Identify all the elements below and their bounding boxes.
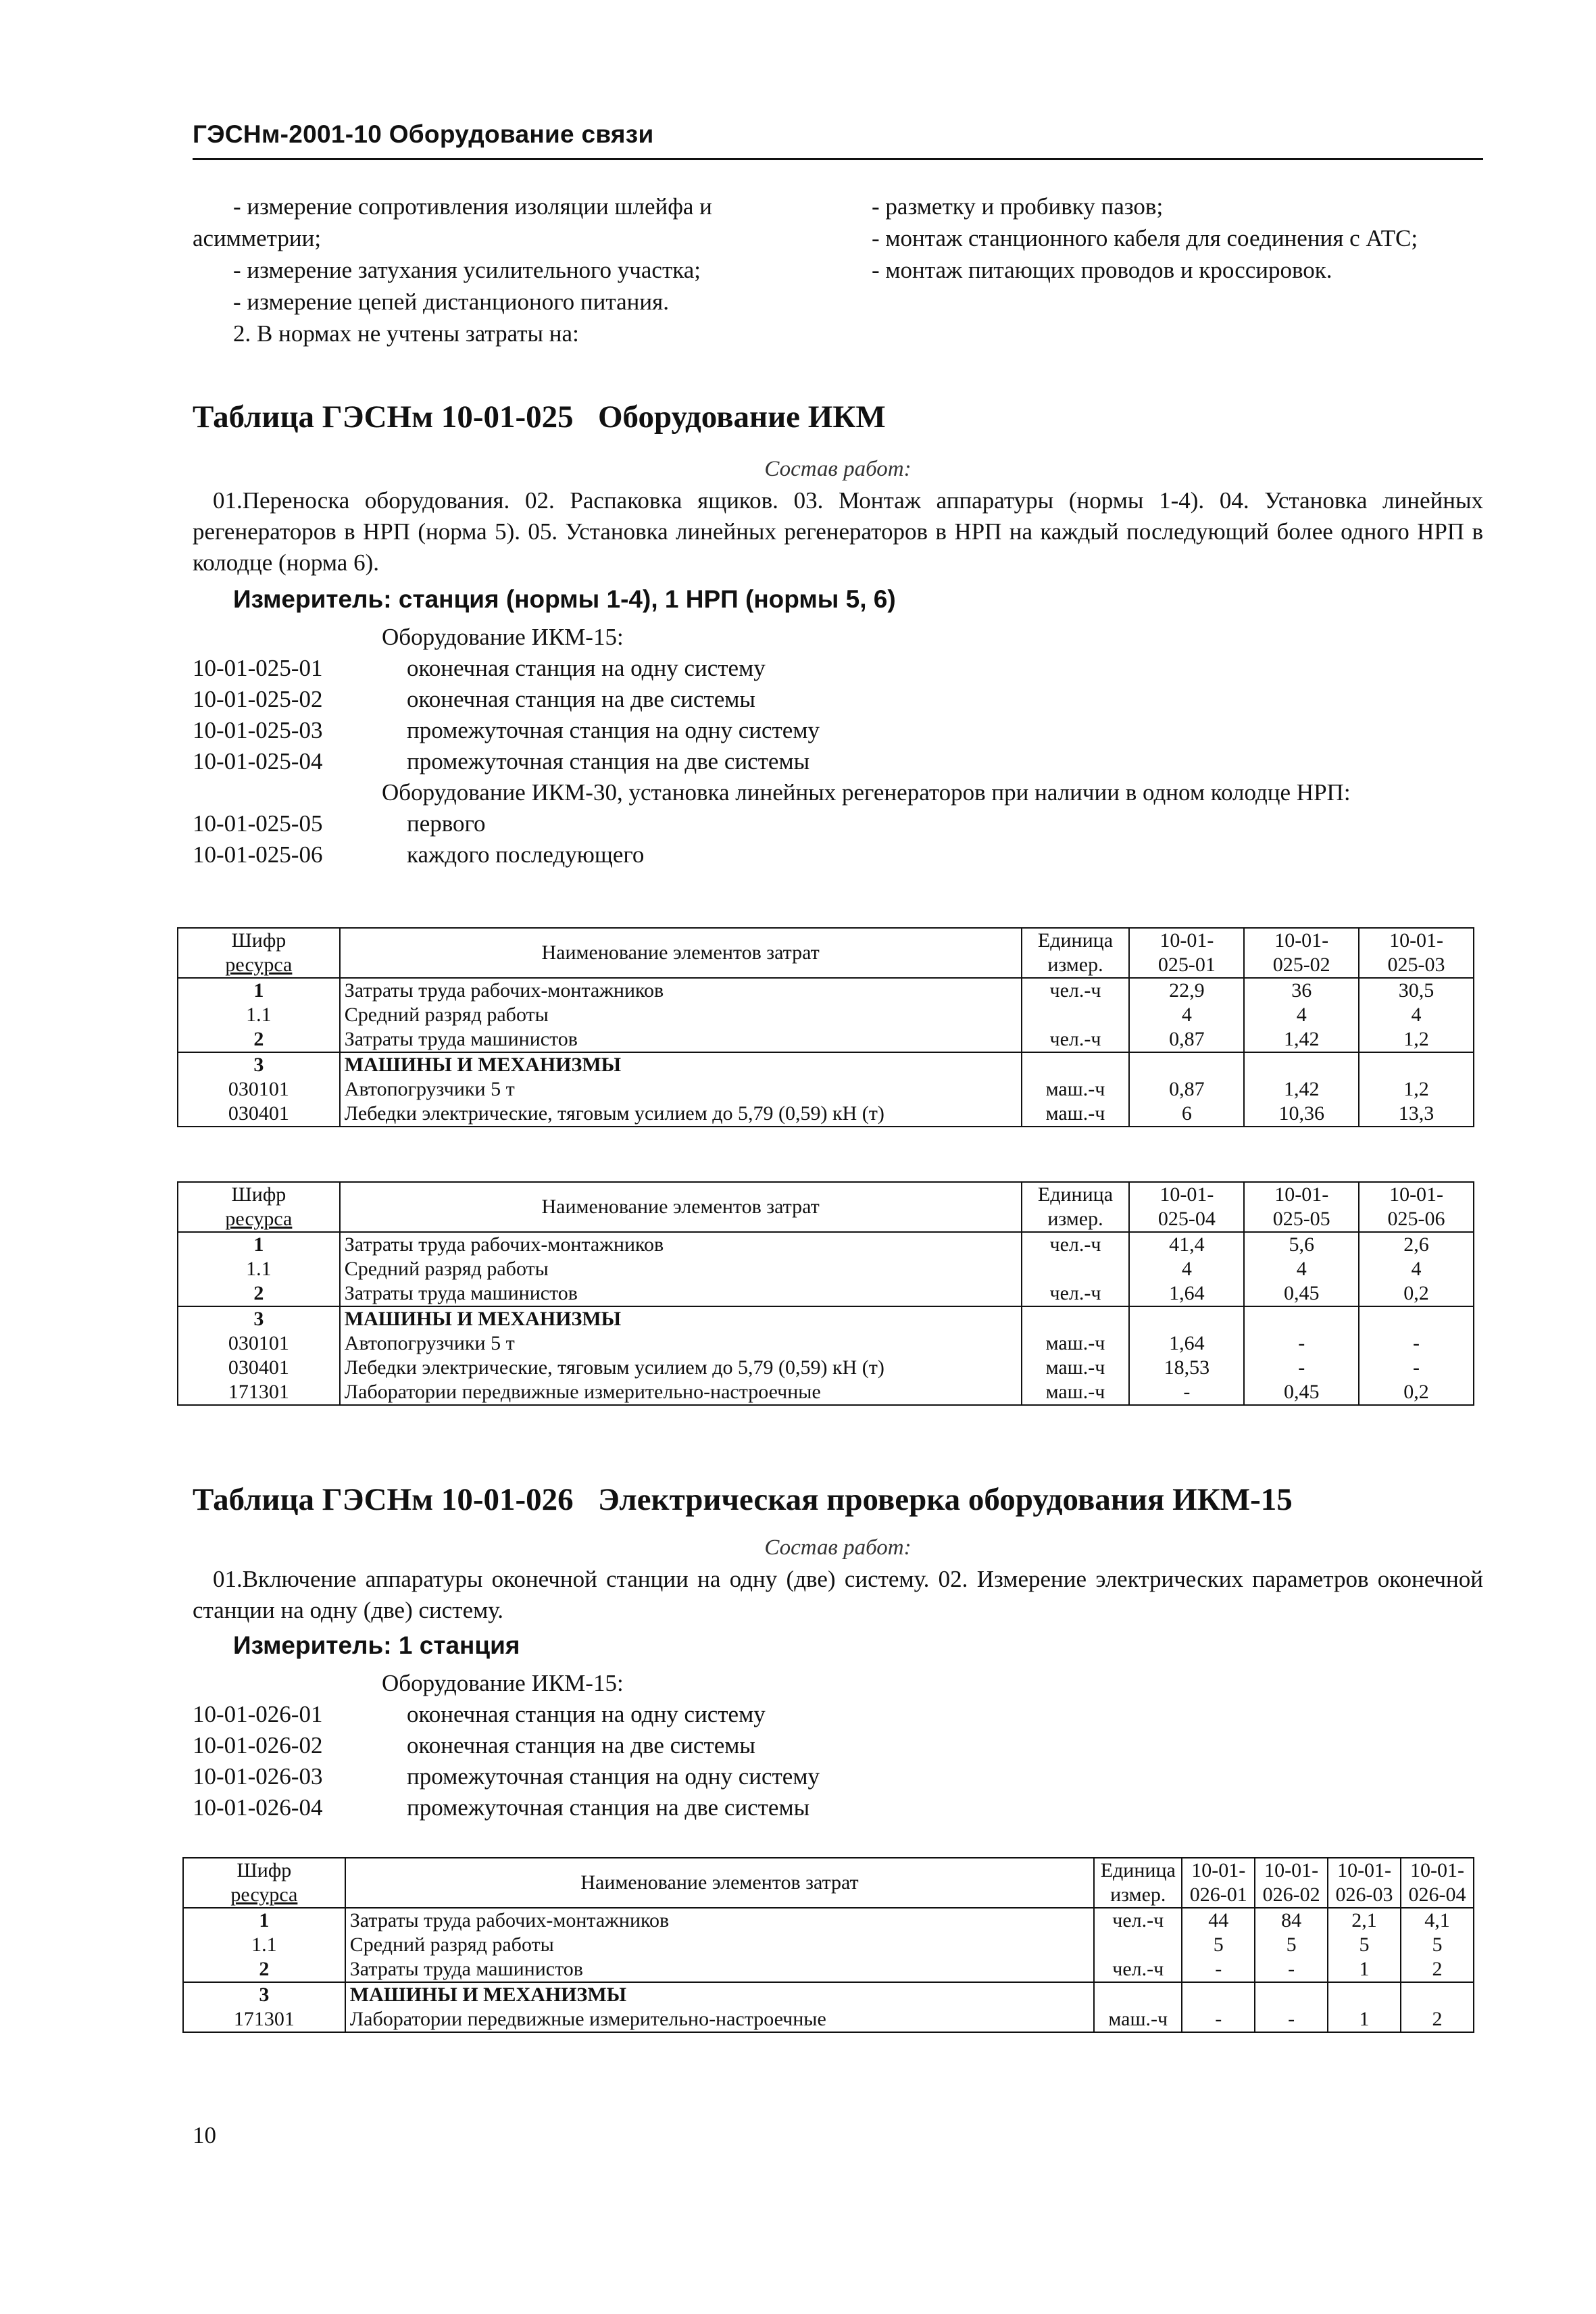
intro-left-item: 2. В нормах не учтены затраты на:	[233, 320, 579, 347]
norm-name: оконечная станция на две системы	[407, 1732, 755, 1758]
cell-name: МАШИНЫ И МЕХАНИЗМЫ	[340, 1052, 1022, 1077]
cell-value: 0,87	[1129, 1077, 1244, 1102]
cell-unit: чел.-ч	[1022, 1232, 1130, 1257]
norm-code: 10-01-025-06	[193, 841, 323, 868]
page-number: 10	[193, 2122, 216, 2148]
header-text: Шифр	[236, 1859, 292, 1881]
header-text: 025-01	[1157, 954, 1216, 976]
section-title	[193, 399, 886, 435]
header-text: 10-01-	[1159, 929, 1214, 952]
header-text: Единица	[1100, 1859, 1176, 1881]
measure-unit: Измеритель: станция (нормы 1-4), 1 НРП (нормы 5, 6)	[233, 585, 896, 613]
cell-value: 5	[1182, 1933, 1255, 1957]
cell-name: Лаборатории передвижные измерительно-настроечные	[340, 1380, 1022, 1405]
cell-value: 1,42	[1244, 1077, 1359, 1102]
cell-value: 1	[1328, 1957, 1401, 1982]
table-row	[178, 1356, 1474, 1380]
norm-name: промежуточная станция на две системы	[407, 748, 810, 774]
intro-right-item: - разметку и пробивку пазов;	[872, 193, 1164, 220]
norm-name: промежуточная станция на одну систему	[407, 717, 820, 743]
cell-unit: маш.-ч	[1094, 2007, 1182, 2032]
header-text: измер.	[1110, 1884, 1166, 1906]
section-name: Оборудование ИКМ	[598, 399, 886, 435]
cell-value: 4	[1359, 1003, 1474, 1027]
cell-name: Затраты труда машинистов	[345, 1957, 1094, 1982]
header-text: 026-01	[1189, 1884, 1247, 1906]
table-header-row	[183, 1858, 1474, 1908]
cell-unit	[1022, 1257, 1130, 1281]
header-text: 026-04	[1408, 1884, 1466, 1906]
cell-unit: маш.-ч	[1022, 1380, 1130, 1405]
column-header-name: Наименование элементов затрат	[340, 928, 1022, 978]
column-header-norm	[1328, 1858, 1401, 1908]
cell-code: 3	[178, 1052, 340, 1077]
cell-value: 1,64	[1129, 1281, 1244, 1306]
header-text: 026-02	[1262, 1884, 1320, 1906]
cell-unit: чел.-ч	[1022, 1281, 1130, 1306]
cell-unit	[1022, 1306, 1130, 1331]
cell-name: МАШИНЫ И МЕХАНИЗМЫ	[345, 1982, 1094, 2007]
intro-right-column	[831, 191, 1483, 286]
header-text: 025-03	[1387, 954, 1445, 976]
cell-name: Затраты труда рабочих-монтажников	[345, 1908, 1094, 1933]
header-text: ресурса	[230, 1884, 298, 1906]
measure-unit: Измеритель: 1 станция	[233, 1631, 520, 1659]
cell-code: 171301	[178, 1380, 340, 1405]
cell-value: 22,9	[1129, 978, 1244, 1003]
table-row	[178, 1052, 1474, 1077]
cell-value: 4	[1244, 1257, 1359, 1281]
cell-value: 4	[1129, 1257, 1244, 1281]
column-header-norm	[1129, 1182, 1244, 1232]
table-row	[178, 1102, 1474, 1127]
section-code: Таблица ГЭСНм 10-01-025	[193, 399, 574, 435]
cell-value: -	[1359, 1356, 1474, 1380]
cell-value: 1,2	[1359, 1027, 1474, 1052]
equipment-list	[193, 1668, 1483, 1823]
column-header-norm	[1359, 928, 1474, 978]
header-text: 10-01-	[1410, 1859, 1464, 1881]
cell-value: 2,1	[1328, 1908, 1401, 1933]
norm-table	[177, 1181, 1474, 1406]
table-row	[178, 1003, 1474, 1027]
cell-unit: чел.-ч	[1094, 1957, 1182, 1982]
cell-code: 171301	[183, 2007, 345, 2032]
cell-value: 6	[1129, 1102, 1244, 1127]
table-row	[183, 1933, 1474, 1957]
cell-name: Средний разряд работы	[340, 1003, 1022, 1027]
cell-value: 2,6	[1359, 1232, 1474, 1257]
cell-value: 4	[1244, 1003, 1359, 1027]
header-text: Единица	[1037, 1183, 1114, 1206]
norm-code: 10-01-026-02	[193, 1732, 323, 1758]
column-header-norm	[1182, 1858, 1255, 1908]
table-row	[183, 1908, 1474, 1933]
equipment-group: Оборудование ИКМ-30, установка линейных регенераторов при наличии в одном колодце НРП:	[382, 779, 1351, 806]
cell-value: 10,36	[1244, 1102, 1359, 1127]
norm-code: 10-01-025-04	[193, 748, 323, 774]
cell-code: 3	[178, 1306, 340, 1331]
cell-name: Затраты труда машинистов	[340, 1027, 1022, 1052]
column-header-norm	[1401, 1858, 1474, 1908]
header-text: Шифр	[231, 1183, 286, 1206]
column-header-unit	[1022, 928, 1130, 978]
cell-unit: маш.-ч	[1022, 1331, 1130, 1356]
header-text: 025-05	[1272, 1208, 1330, 1230]
column-header-norm	[1255, 1858, 1328, 1908]
cell-value: 4	[1359, 1257, 1474, 1281]
cell-value: -	[1182, 1957, 1255, 1982]
cell-code: 030401	[178, 1102, 340, 1127]
cell-value: 13,3	[1359, 1102, 1474, 1127]
cell-value: -	[1359, 1331, 1474, 1356]
cell-value	[1129, 1306, 1244, 1331]
norm-name: промежуточная станция на одну систему	[407, 1763, 820, 1790]
table-header-row	[178, 1182, 1474, 1232]
norm-table	[182, 1857, 1474, 2033]
cell-value: 2	[1401, 2007, 1474, 2032]
header-text: 10-01-	[1389, 1183, 1444, 1206]
cell-code: 030101	[178, 1331, 340, 1356]
table-row	[183, 1982, 1474, 2007]
cell-name: Затраты труда машинистов	[340, 1281, 1022, 1306]
header-text: 025-02	[1272, 954, 1330, 976]
cell-code: 1.1	[183, 1933, 345, 1957]
cell-value	[1401, 1982, 1474, 2007]
column-header-norm	[1129, 928, 1244, 978]
table-row	[178, 1380, 1474, 1405]
norm-code: 10-01-025-03	[193, 717, 323, 743]
cell-value: -	[1255, 1957, 1328, 1982]
list-item	[193, 1792, 1483, 1823]
column-header-shifr	[178, 1182, 340, 1232]
header-text: 10-01-	[1264, 1859, 1319, 1881]
cell-unit: маш.-ч	[1022, 1356, 1130, 1380]
cell-value: 1,64	[1129, 1331, 1244, 1356]
works-description	[193, 485, 1483, 578]
cell-unit: чел.-ч	[1022, 1027, 1130, 1052]
header-text: 025-06	[1387, 1208, 1445, 1230]
table-row	[178, 1232, 1474, 1257]
table-row	[178, 1077, 1474, 1102]
header-text: 025-04	[1157, 1208, 1216, 1230]
intro-right-item: - монтаж станционного кабеля для соединения с АТС;	[872, 225, 1418, 251]
cell-code: 030101	[178, 1077, 340, 1102]
norm-code: 10-01-026-01	[193, 1701, 323, 1727]
norm-name: промежуточная станция на две системы	[407, 1794, 810, 1821]
list-item	[193, 808, 1483, 839]
cell-unit: маш.-ч	[1022, 1077, 1130, 1102]
works-text: 01.Переноска оборудования. 02. Распаковка ящиков. 03. Монтаж аппаратуры (нормы 1-4). 04. Установка линейных регенераторов в НРП (норма 5). 05. Установка линейных регенераторов в НРП на каждый последующий более одного НРП в колодце (норма 6).	[193, 487, 1483, 576]
works-description	[193, 1564, 1483, 1626]
cell-value: 4,1	[1401, 1908, 1474, 1933]
equipment-group: Оборудование ИКМ-15:	[382, 1670, 624, 1696]
header-text: ресурса	[225, 954, 293, 976]
cell-name: Средний разряд работы	[345, 1933, 1094, 1957]
cell-value: 41,4	[1129, 1232, 1244, 1257]
header-text: измер.	[1047, 1208, 1103, 1230]
table-row	[178, 1306, 1474, 1331]
norm-name: оконечная станция на одну систему	[407, 1701, 766, 1727]
header-text: 10-01-	[1191, 1859, 1246, 1881]
header-text: 10-01-	[1274, 929, 1329, 952]
cell-code: 1	[178, 1232, 340, 1257]
norm-code: 10-01-026-03	[193, 1763, 323, 1790]
list-item	[193, 1699, 1483, 1730]
cell-name: Автопогрузчики 5 т	[340, 1331, 1022, 1356]
cell-unit	[1022, 1003, 1130, 1027]
cell-unit: маш.-ч	[1022, 1102, 1130, 1127]
list-item	[193, 1730, 1483, 1761]
cell-name: Затраты труда рабочих-монтажников	[340, 978, 1022, 1003]
cell-unit	[1094, 1933, 1182, 1957]
header-text: 10-01-	[1337, 1859, 1392, 1881]
header-text: измер.	[1047, 954, 1103, 976]
cell-unit: чел.-ч	[1094, 1908, 1182, 1933]
cell-name: Затраты труда рабочих-монтажников	[340, 1232, 1022, 1257]
list-item	[193, 653, 1483, 684]
cell-value: -	[1244, 1331, 1359, 1356]
column-header-norm	[1359, 1182, 1474, 1232]
header-rule	[193, 158, 1483, 160]
section-title	[193, 1481, 1293, 1518]
header-title: ГЭСНм-2001-10 Оборудование связи	[193, 120, 654, 148]
cell-value: 1,42	[1244, 1027, 1359, 1052]
cell-code: 1.1	[178, 1003, 340, 1027]
cell-code: 2	[178, 1281, 340, 1306]
table-row	[178, 1281, 1474, 1306]
cell-code: 1.1	[178, 1257, 340, 1281]
header-text: 10-01-	[1389, 929, 1444, 952]
cell-value: 5	[1401, 1933, 1474, 1957]
norm-code: 10-01-025-02	[193, 686, 323, 712]
intro-right-item: - монтаж питающих проводов и кроссировок.	[872, 257, 1332, 283]
cell-unit: чел.-ч	[1022, 978, 1130, 1003]
table-row	[178, 1027, 1474, 1052]
cell-value: 5,6	[1244, 1232, 1359, 1257]
intro-left-item: - измерение затухания усилительного участка;	[233, 257, 701, 283]
cell-value: 84	[1255, 1908, 1328, 1933]
cell-value: 0,2	[1359, 1281, 1474, 1306]
header-text: ресурса	[225, 1208, 293, 1230]
cell-value: 36	[1244, 978, 1359, 1003]
cell-value: -	[1255, 2007, 1328, 2032]
works-caption: Состав работ:	[764, 457, 912, 481]
page-header	[193, 120, 1483, 149]
cell-name: Средний разряд работы	[340, 1257, 1022, 1281]
cell-value: 44	[1182, 1908, 1255, 1933]
cell-value: 18,53	[1129, 1356, 1244, 1380]
cell-code: 1	[178, 978, 340, 1003]
column-header-name: Наименование элементов затрат	[340, 1182, 1022, 1232]
cell-value: 30,5	[1359, 978, 1474, 1003]
norm-name: оконечная станция на две системы	[407, 686, 755, 712]
header-text: 10-01-	[1274, 1183, 1329, 1206]
cell-value: 5	[1255, 1933, 1328, 1957]
header-text: 026-03	[1335, 1884, 1393, 1906]
cell-value: 1	[1328, 2007, 1401, 2032]
cell-value: 2	[1401, 1957, 1474, 1982]
column-header-shifr	[178, 928, 340, 978]
list-item	[193, 746, 1483, 777]
cell-unit	[1094, 1982, 1182, 2007]
intro-left-item: - измерение цепей дистанционого питания.	[233, 289, 669, 315]
list-item	[193, 839, 1483, 870]
cell-unit	[1022, 1052, 1130, 1077]
cell-value	[1255, 1982, 1328, 2007]
cell-value: 0,2	[1359, 1380, 1474, 1405]
norm-code: 10-01-026-04	[193, 1794, 323, 1821]
list-item	[193, 684, 1483, 715]
cell-value: 4	[1129, 1003, 1244, 1027]
norm-code: 10-01-025-01	[193, 655, 323, 681]
equipment-list	[193, 622, 1483, 870]
cell-code: 2	[183, 1957, 345, 1982]
column-header-name: Наименование элементов затрат	[345, 1858, 1094, 1908]
intro-left-column	[193, 191, 801, 349]
cell-name: Лебедки электрические, тяговым усилием до 5,79 (0,59) кН (т)	[340, 1356, 1022, 1380]
column-header-norm	[1244, 928, 1359, 978]
cell-name: Автопогрузчики 5 т	[340, 1077, 1022, 1102]
list-item	[193, 715, 1483, 746]
table-header-row	[178, 928, 1474, 978]
column-header-unit	[1022, 1182, 1130, 1232]
section-code: Таблица ГЭСНм 10-01-026	[193, 1482, 574, 1517]
column-header-norm	[1244, 1182, 1359, 1232]
cell-value	[1182, 1982, 1255, 2007]
cell-value	[1244, 1306, 1359, 1331]
norm-table	[177, 927, 1474, 1127]
intro-left-item: - измерение сопротивления изоляции шлейфа и асимметрии;	[193, 193, 712, 251]
column-header-unit	[1094, 1858, 1182, 1908]
table-row	[178, 978, 1474, 1003]
cell-value: 1,2	[1359, 1077, 1474, 1102]
header-text: Единица	[1037, 929, 1114, 952]
list-item	[193, 1761, 1483, 1792]
cell-value	[1359, 1052, 1474, 1077]
header-text: 10-01-	[1159, 1183, 1214, 1206]
cell-value: -	[1244, 1356, 1359, 1380]
cell-value	[1359, 1306, 1474, 1331]
cell-value: 0,45	[1244, 1281, 1359, 1306]
cell-name: МАШИНЫ И МЕХАНИЗМЫ	[340, 1306, 1022, 1331]
column-header-shifr	[183, 1858, 345, 1908]
cell-value: 0,87	[1129, 1027, 1244, 1052]
section-name: Электрическая проверка оборудования ИКМ-15	[598, 1482, 1293, 1517]
cell-value: -	[1182, 2007, 1255, 2032]
cell-name: Лаборатории передвижные измерительно-настроечные	[345, 2007, 1094, 2032]
cell-name: Лебедки электрические, тяговым усилием до 5,79 (0,59) кН (т)	[340, 1102, 1022, 1127]
cell-value: -	[1129, 1380, 1244, 1405]
works-caption: Состав работ:	[764, 1535, 912, 1560]
cell-code: 030401	[178, 1356, 340, 1380]
table-row	[178, 1257, 1474, 1281]
cell-value: 5	[1328, 1933, 1401, 1957]
cell-value: 0,45	[1244, 1380, 1359, 1405]
cell-code: 1	[183, 1908, 345, 1933]
table-row	[183, 2007, 1474, 2032]
cell-code: 3	[183, 1982, 345, 2007]
norm-name: первого	[407, 810, 486, 837]
cell-code: 2	[178, 1027, 340, 1052]
norm-name: каждого последующего	[407, 841, 645, 868]
norm-code: 10-01-025-05	[193, 810, 323, 837]
works-text: 01.Включение аппаратуры оконечной станции на одну (две) систему. 02. Измерение электрических параметров оконечной станции на одну (две) систему.	[193, 1566, 1483, 1623]
cell-value	[1328, 1982, 1401, 2007]
header-text: Шифр	[231, 929, 286, 952]
norm-name: оконечная станция на одну систему	[407, 655, 766, 681]
cell-value	[1129, 1052, 1244, 1077]
cell-value	[1244, 1052, 1359, 1077]
table-row	[183, 1957, 1474, 1982]
equipment-group: Оборудование ИКМ-15:	[382, 624, 624, 650]
table-row	[178, 1331, 1474, 1356]
